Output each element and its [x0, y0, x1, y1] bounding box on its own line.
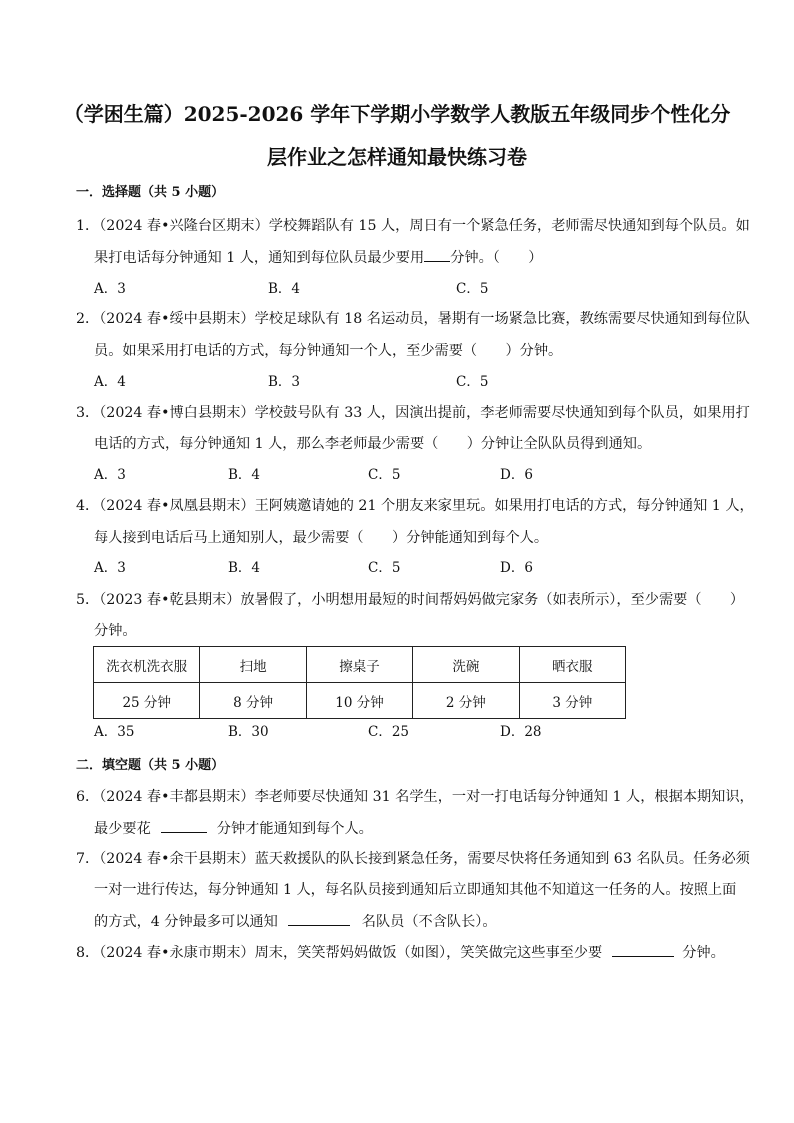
- answer-blank: [612, 944, 674, 957]
- table-header-cell: 晒衣服: [519, 647, 625, 683]
- table-cell: 8 分钟: [200, 683, 306, 719]
- q4-option-d: D．6: [500, 560, 533, 576]
- q3-option-c: C．5: [368, 467, 401, 483]
- q2-option-c: C．5: [456, 374, 489, 390]
- q3-option-b: B．4: [228, 467, 261, 483]
- q4-option-b: B．4: [228, 560, 261, 576]
- q1-option-a: A．3: [94, 281, 126, 297]
- table-cell: 10 分钟: [306, 683, 412, 719]
- question-1-text: 果打电话每分钟通知 1 人，通知到每位队员最少要用: [94, 250, 425, 266]
- q4-option-c: C．5: [368, 560, 401, 576]
- table-cell: 2 分钟: [413, 683, 519, 719]
- q1-option-b: B．4: [268, 281, 301, 297]
- table-cell: 3 分钟: [519, 683, 625, 719]
- table-row: [94, 647, 626, 683]
- question-7-line-1: 7．（2024 春•余干县期末）蓝天救援队的队长接到紧急任务，需要尽快将任务通知到 63 名队员。任务必须: [76, 851, 750, 867]
- q5-option-a: A．35: [94, 724, 135, 740]
- question-8-text: 8．（2024 春•永康市期末）周末，笑笑帮妈妈做饭（如图），笑笑做完这些事至少要: [76, 945, 603, 961]
- q5-option-b: B．30: [228, 724, 269, 740]
- question-7-text-end: 名队员（不含队长）。: [361, 914, 497, 930]
- question-6-text: 最少要花: [94, 821, 151, 837]
- table-row: [94, 683, 626, 719]
- q1-option-c: C．5: [456, 281, 489, 297]
- question-2-line-2: 员。如果采用打电话的方式，每分钟通知一个人，至少需要（ ）分钟。: [94, 343, 563, 359]
- question-5-line-1: 5．（2023 春•乾县期末）放暑假了，小明想用最短的时间帮妈妈做完家务（如表所示），至少需要（ ）: [76, 592, 745, 608]
- table-header-cell: 扫地: [200, 647, 306, 683]
- q2-option-b: B．3: [268, 374, 301, 390]
- q2-option-a: A．4: [94, 374, 126, 390]
- section-heading-choice: 一．选择题（共 5 小题）: [76, 185, 225, 200]
- question-6-line-2: [94, 820, 373, 837]
- question-7-text: 的方式，4 分钟最多可以通知: [94, 914, 278, 930]
- question-6-line-1: 6．（2024 春•丰都县期末）李老师要尽快通知 31 名学生，一对一打电话每分钟通知 1 人，根据本期知识，: [76, 789, 754, 805]
- q4-option-a: A．3: [94, 560, 126, 576]
- question-2-line-1: 2．（2024 春•绥中县期末）学校足球队有 18 名运动员，暑期有一场紧急比赛，教练需要尽快通知到每位队: [76, 311, 750, 327]
- q5-option-d: D．28: [500, 724, 542, 740]
- question-4-line-1: 4．（2024 春•凤凰县期末）王阿姨邀请她的 21 个朋友来家里玩。如果用打电话的方式，每分钟通知 1 人，: [76, 498, 754, 514]
- question-7-line-3: [94, 913, 497, 930]
- question-3-line-1: 3．（2024 春•博白县期末）学校鼓号队有 33 人，因演出提前，李老师需要尽快通知到每个队员，如果用打: [76, 405, 750, 421]
- question-8-line-1: [76, 944, 725, 961]
- question-6-text-end: 分钟才能通知到每个人。: [216, 821, 373, 837]
- q3-option-a: A．3: [94, 467, 126, 483]
- chores-table: [93, 646, 626, 719]
- table-cell: 25 分钟: [94, 683, 200, 719]
- question-1-text-end: 分钟。（ ）: [450, 250, 543, 266]
- question-4-line-2: 每人接到电话后马上通知别人，最少需要（ ）分钟能通知到每个人。: [94, 530, 549, 546]
- table-header-cell: 洗碗: [413, 647, 519, 683]
- question-1-line-2: [94, 249, 542, 266]
- question-5-line-2: 分钟。: [94, 623, 137, 639]
- document-title-line-2: 层作业之怎样通知最快练习卷: [267, 145, 527, 169]
- answer-blank: [424, 249, 450, 262]
- question-8-text-end: 分钟。: [682, 945, 725, 961]
- document-title-line-1: （学困生篇）2025-2026 学年下学期小学数学人教版五年级同步个性化分: [63, 102, 731, 126]
- section-heading-fill-in: 二．填空题（共 5 小题）: [76, 758, 225, 773]
- answer-blank: [161, 820, 207, 833]
- table-header-cell: 擦桌子: [306, 647, 412, 683]
- table-header-cell: 洗衣机洗衣服: [94, 647, 200, 683]
- question-1-line-1: 1．（2024 春•兴隆台区期末）学校舞蹈队有 15 人，周日有一个紧急任务，老师需尽快通知到每个队员。如: [76, 218, 750, 234]
- q5-option-c: C．25: [368, 724, 410, 740]
- question-3-line-2: 电话的方式，每分钟通知 1 人，那么李老师最少需要（ ）分钟让全队队员得到通知。: [94, 436, 652, 452]
- question-7-line-2: 一对一进行传达，每分钟通知 1 人，每名队员接到通知后立即通知其他不知道这一任务的人。按照上面: [94, 882, 737, 898]
- q3-option-d: D．6: [500, 467, 533, 483]
- answer-blank: [288, 913, 350, 926]
